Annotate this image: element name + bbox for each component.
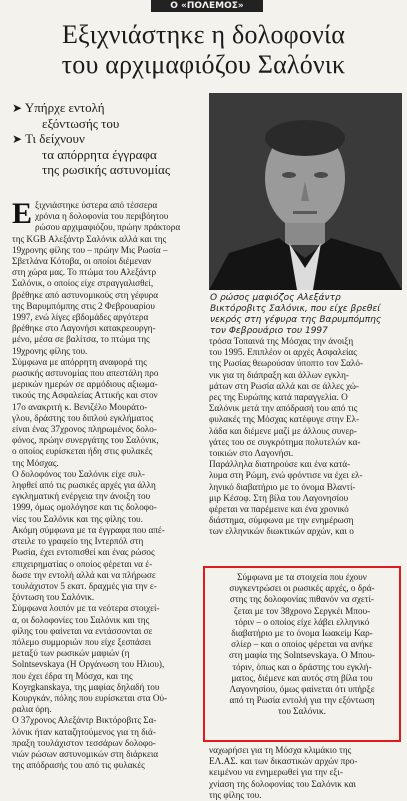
text-line: κειμένου να ενημερωθεί για την εξι- xyxy=(209,767,343,778)
text-line: πόλεμο συμμοριών που είχε ξεσπάσει xyxy=(12,636,152,647)
text-line: 17ο ανακριτή κ. Βενιζέλο Μουράτο- xyxy=(12,401,148,412)
text-line: μιρ Κέσοφ. Στη βίλα του Λαγονησίου xyxy=(209,492,349,503)
caption-line: νεκρός στη γέφυρα της Βαρυμπόμπης xyxy=(210,315,382,325)
caption-line: Ο ρώσος μαφιόζος Αλεξάντρ xyxy=(210,293,341,303)
text-line: συγκεντρώσει οι ρωσικές αρχές, ο δρά- xyxy=(229,583,375,594)
text-line: Παράλληλα διατηρούσε και ένα κατά- xyxy=(209,459,351,470)
text-line: βρέθηκε από αστυνομικούς στη γέφυρα xyxy=(12,289,159,300)
text-line: Κουργκάν, πόλης που ευρίσκεται στα Ού- xyxy=(12,692,168,703)
text-line: λάδα και διέμενε μαζί με άλλους συνερ- xyxy=(209,425,357,436)
text-line: ληνικό διαβατήριο με το όνομα Βλαντί- xyxy=(209,481,356,492)
text-line: στη μαφία της Solntsevskaya. Ο Μπου- xyxy=(229,650,375,661)
caption-line: τον Φεβρουάριο του 1997 xyxy=(210,326,328,336)
text-line: σλίερ – και ο οποίος φέρεται να ανήκε xyxy=(231,639,373,650)
subhead-line: τα απόρρητα έγγραφα xyxy=(42,147,157,162)
text-line: Ρωσία, έχει εντοπισθεί και ένας ρώσος xyxy=(12,547,155,558)
text-line: εγκληματική ενέργεια την άνοιξη του xyxy=(12,491,151,502)
text-line: ΕΛ.ΑΣ. και των δικαστικών αρχών προ- xyxy=(209,756,358,767)
headline-line-2: του αρχιμαφιόζου Σαλόνικ xyxy=(61,50,346,79)
text-line: χρόνια η δολοφονία του περιβόητου xyxy=(35,211,169,222)
text-line: Σύμφωνα με απόρρητη αναφορά της xyxy=(12,356,147,367)
text-line: τόριν, όπως και ο δράστης του εγκλή- xyxy=(232,661,372,672)
text-line: 19χρονης φίλης του. xyxy=(12,345,88,356)
text-line: που έχει έδρα τη Μόσχα, και της xyxy=(12,670,133,681)
text-line: του 1995. Επιπλέον οι αρχές Ασφαλείας xyxy=(209,347,357,358)
text-line: 19χρονης φίλης του – πρώην Μις Ρωσία – xyxy=(12,244,168,255)
text-line: διαβατήριο με το όνομα Ιωακείμ Καρ- xyxy=(231,628,373,639)
subhead-line: ➤ Υπήρχε εντολή xyxy=(12,100,105,115)
text-line: 1997, ενώ λίγες εβδομάδες αργότερα xyxy=(12,312,149,323)
text-line: δωσε την εντολή αλλά και να πλήρωσε xyxy=(12,569,156,580)
section-kicker: O «ΠΟΛΕΜΟΣ» xyxy=(151,0,263,12)
text-line: της Ρωσίας θεωρούσαν ύποπτο τον Σαλό- xyxy=(209,358,364,369)
text-line: ζεται με τον 38χρονο Σεργκέι Μπου- xyxy=(233,605,371,616)
text-line: της KGB Αλεξάντρ Σαλόνικ αλλά και της xyxy=(12,233,167,244)
text-line: 1999, όμως ομολόγησε και τις δολοφο- xyxy=(12,502,157,513)
text-line: Ο 37χρονος Αλεξάντρ Βικτόροβιτς Σα- xyxy=(12,715,157,726)
highlighted-paragraph-box xyxy=(203,566,401,742)
text-line: μεταξύ των ρωσικών μαφιών (η xyxy=(12,648,130,659)
text-line: λυμα στη Ρώμη, ενώ φρόντισε να έχει ελ- xyxy=(209,470,363,481)
text-line: τόριν – ο οποίος είχε λάβει ελληνικό xyxy=(234,616,370,627)
text-line: νικ για τη διάπραξη και άλλων εγκλη- xyxy=(209,369,349,380)
text-line: ξιχνιάστηκε ύστερα από τέσσερα xyxy=(35,200,158,210)
text-line: ματος, διέμενε και αυτός στη βίλα του xyxy=(231,672,373,683)
text-line: της Μόσχας. xyxy=(12,457,59,468)
text-line: Σαλόνικ, ο οποίος είχε στραγγαλισθεί, xyxy=(12,278,154,289)
text-line: φέρεται να παρέμεινε και ένα χρονικό xyxy=(209,504,349,515)
text-line: γάτες του σε συγκρότημα πολυτελών κα- xyxy=(209,436,361,447)
portrait-illustration xyxy=(209,93,402,290)
headline xyxy=(0,20,407,80)
text-line: ξόντωση του Σαλόνικ. xyxy=(12,592,95,603)
text-line: α, οι δολοφονίες του Σαλόνικ και της xyxy=(12,614,150,625)
text-line: των ελληνικών διωκτικών αρχών, και ο xyxy=(209,526,354,537)
article-closing-paragraph xyxy=(209,745,399,801)
text-line: της Βαρυμπόμπης στις 2 Φεβρουαρίου xyxy=(12,300,155,311)
text-line: μένο, μέσα σε βαλίτσα, το πτώμα της xyxy=(12,334,150,345)
subheads xyxy=(12,100,197,177)
text-line: τρόσα Τοπαινά της Μόσχας την άνοιξη xyxy=(209,336,354,346)
text-line: τοικιών στο Λαγονήσι. xyxy=(209,448,294,459)
text-line: στης της δολοφονίας πιθανόν να σχετί- xyxy=(230,594,374,605)
text-line: στειλε το γραφείο της Ιντερπόλ στη xyxy=(12,536,144,547)
subhead-line: ➤ Τι δείχνουν xyxy=(12,131,85,146)
text-line: φίλης του φαίνεται να εντάσσονται σε xyxy=(12,625,153,636)
text-line: νιών ρώσων αστυνομικών στη διάρκεια xyxy=(12,748,159,759)
text-line: Ο δολοφόνος του Σαλόνικ είχε συλ- xyxy=(12,468,145,479)
text-line: διάστημα, σύμφωνα με την ενημέρωση xyxy=(209,515,354,526)
text-line: του Σαλόνικ. xyxy=(278,706,326,717)
text-line: τουλάχιστον 5 εκατ. δραχμές για την ε- xyxy=(12,580,157,591)
portrait-photo xyxy=(209,93,402,290)
text-line: Ακόμη σύμφωνα με τα έγγραφα που απέ- xyxy=(12,524,165,535)
text-line: ρώσου αρχιμαφιόζου, πρώην πράκτορα xyxy=(35,222,181,233)
text-line: στη χώρα μας. Το πτώμα του Αλεξάντρ xyxy=(12,267,157,278)
text-line: χνίαση της δολοφονίας του Σαλόνικ και xyxy=(209,778,356,789)
text-line: Σβετλάνα Κότοβα, οι οποίοι διέμεναν xyxy=(12,256,152,267)
text-line: Λαγονησίου, όμως φαίνεται ότι υπήρξε xyxy=(229,684,375,695)
caption-line: Βικτόροβιτς Σαλόνικ, που είχε βρεθεί xyxy=(210,304,381,314)
drop-cap: Ε xyxy=(12,197,33,230)
text-line: Σαλόνικ μετά την απόδρασή του από τις xyxy=(209,403,358,414)
text-line: ρωσικής αστυνομίας που απεστάλη προ xyxy=(12,368,159,379)
text-line: ο οποίος ευρίσκεται ήδη στις φυλακές xyxy=(12,446,153,457)
article-right-column xyxy=(209,336,399,538)
text-line: της φίλης του. xyxy=(209,789,262,800)
text-line: Koyrgkanskaya, της μαφίας δηλαδή του xyxy=(12,681,160,692)
text-line: λόνικ ήταν καταζητούμενος για τη διά- xyxy=(12,726,156,737)
text-line: επιχειρηματίας ο οποίος φέρεται να έ- xyxy=(12,558,153,569)
subhead-line: εξόντωσής του xyxy=(42,116,120,131)
article-left-column xyxy=(12,197,200,771)
text-line: Σύμφωνα λοιπόν με τα νεότερα στοιχεί- xyxy=(12,603,160,614)
text-line: φόνος, πρώην συνεργάτης του Σαλόνικ, xyxy=(12,435,159,446)
text-line: βρέθηκε στο Λαγονήσι κατακρεουργη- xyxy=(12,323,156,334)
text-line: γλου, δράστης του διπλού εγκλήματος xyxy=(12,412,154,423)
text-line: από τη Ρωσία εντολή για την εξόντωση xyxy=(229,695,375,706)
text-line: Σύμφωνα με τα στοιχεία που έχουν xyxy=(237,572,367,582)
text-line: μερικών ημερών σε αρμόδιους αξιωμα- xyxy=(12,379,158,390)
text-line: είναι ένας 37χρονος πληρωμένος δολο- xyxy=(12,424,157,435)
text-line: ναχωρήσει για τη Μόσχα κλιμάκιο της xyxy=(209,745,352,755)
text-line: μάτων στη Ρωσία αλλά και σε άλλες χώ- xyxy=(209,380,359,391)
text-line: της απόδρασής του από τις φυλακές xyxy=(12,760,145,771)
text-line: ραλια όρη. xyxy=(12,704,52,715)
text-line: φυλακές της Μόσχας κατέφυγε στην Ελ- xyxy=(209,414,360,425)
text-line: νίες του Σαλόνικ και της φίλης του. xyxy=(12,513,143,524)
arrow-bullet-icon: ➤ xyxy=(12,101,23,115)
text-line: ρες της Ευρώπης κατά παραγγελία. Ο xyxy=(209,392,348,403)
text-line: Solntsevskaya (Η Οργάνωση του Ηλιου), xyxy=(12,659,165,670)
subhead-line: της ρωσικής αστυνομίας xyxy=(42,162,171,177)
headline-line-1: Εξιχνιάστηκε η δολοφονία xyxy=(61,20,346,49)
text-line: πραξη τουλάχιστον τεσσάρων δολοφο- xyxy=(12,737,156,748)
text-line: ληφθεί από τις ρωσικές αρχές για άλλη xyxy=(12,480,156,491)
arrow-bullet-icon: ➤ xyxy=(12,132,23,146)
photo-caption xyxy=(210,293,400,337)
text-line: τικούς της Ασφαλείας Αττικής και στον xyxy=(12,390,158,401)
